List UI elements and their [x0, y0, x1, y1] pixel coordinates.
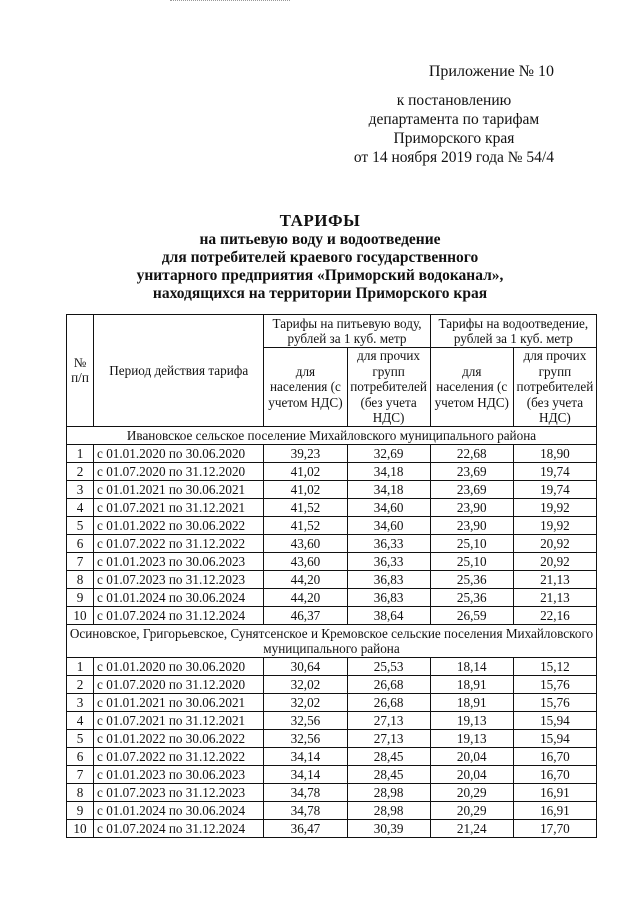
- title-line: находящихся на территории Приморского края: [152, 285, 488, 302]
- sewer-population-cell: 25,10: [430, 534, 513, 552]
- table-row: [67, 498, 597, 516]
- period-cell: с 01.07.2023 по 31.12.2023: [94, 783, 264, 801]
- row-number: 8: [67, 783, 94, 801]
- sewer-population-cell: 20,04: [430, 765, 513, 783]
- sewer-other-cell: 20,92: [513, 552, 596, 570]
- sewer-other-cell: 22,16: [513, 606, 596, 624]
- table-row: [67, 675, 597, 693]
- water-other-cell: 36,33: [347, 534, 430, 552]
- period-cell: с 01.01.2022 по 30.06.2022: [94, 516, 264, 534]
- table-row: [67, 765, 597, 783]
- period-cell: с 01.01.2024 по 30.06.2024: [94, 801, 264, 819]
- water-other-cell: 25,53: [347, 657, 430, 675]
- sewer-other-cell: 16,70: [513, 747, 596, 765]
- sewer-other-cell: 16,91: [513, 801, 596, 819]
- period-cell: с 01.07.2024 по 31.12.2024: [94, 819, 264, 837]
- row-number: 2: [67, 675, 94, 693]
- sewer-other-cell: 20,92: [513, 534, 596, 552]
- water-other-cell: 27,13: [347, 729, 430, 747]
- appendix-line: к постановлению: [396, 92, 512, 109]
- water-other-cell: 38,64: [347, 606, 430, 624]
- sewer-population-cell: 18,91: [430, 693, 513, 711]
- table-row: [67, 657, 597, 675]
- period-cell: с 01.01.2020 по 30.06.2020: [94, 657, 264, 675]
- water-population-cell: 46,37: [264, 606, 347, 624]
- section-row: [67, 426, 597, 444]
- period-cell: с 01.01.2021 по 30.06.2021: [94, 480, 264, 498]
- water-other-cell: 36,33: [347, 552, 430, 570]
- water-population-cell: 34,14: [264, 765, 347, 783]
- sewer-population-cell: 25,36: [430, 588, 513, 606]
- sewer-other-cell: 16,70: [513, 765, 596, 783]
- sewer-other-cell: 19,92: [513, 498, 596, 516]
- appendix-number: Приложение № 10: [428, 63, 554, 80]
- water-other-cell: 28,98: [347, 783, 430, 801]
- water-other-cell: 36,83: [347, 588, 430, 606]
- water-other-cell: 26,68: [347, 693, 430, 711]
- appendix-line: Приморского края: [393, 130, 515, 147]
- sewer-other-cell: 19,92: [513, 516, 596, 534]
- row-number: 10: [67, 606, 94, 624]
- period-cell: с 01.07.2022 по 31.12.2022: [94, 534, 264, 552]
- period-cell: с 01.07.2022 по 31.12.2022: [94, 747, 264, 765]
- table-body: [67, 426, 597, 837]
- sewer-other-cell: 15,76: [513, 693, 596, 711]
- table-row: [67, 462, 597, 480]
- water-population-cell: 32,56: [264, 711, 347, 729]
- sewer-population-cell: 23,69: [430, 480, 513, 498]
- water-population-cell: 34,14: [264, 747, 347, 765]
- water-other-cell: 28,45: [347, 765, 430, 783]
- sewer-population-cell: 23,69: [430, 462, 513, 480]
- sewer-population-cell: 20,04: [430, 747, 513, 765]
- appendix-line: департамента по тарифам: [368, 111, 540, 128]
- table-row: [67, 783, 597, 801]
- table-row: [67, 801, 597, 819]
- sewer-population-cell: 21,24: [430, 819, 513, 837]
- period-cell: с 01.01.2022 по 30.06.2022: [94, 729, 264, 747]
- sewer-other-cell: 18,90: [513, 444, 596, 462]
- period-cell: с 01.01.2021 по 30.06.2021: [94, 693, 264, 711]
- water-other-cell: 34,18: [347, 462, 430, 480]
- sewer-other-cell: 15,76: [513, 675, 596, 693]
- row-number: 7: [67, 765, 94, 783]
- row-number: 5: [67, 516, 94, 534]
- sewer-population-cell: 20,29: [430, 801, 513, 819]
- sewer-population-cell: 19,13: [430, 729, 513, 747]
- section-row: [67, 624, 597, 657]
- tariff-table: [66, 314, 597, 838]
- table-row: [67, 570, 597, 588]
- water-population-cell: 41,02: [264, 462, 347, 480]
- table-row: [67, 588, 597, 606]
- water-other-cell: 36,83: [347, 570, 430, 588]
- section-title: Осиновское, Григорьевское, Сунятсенское и Кремовское сельские поселения Михайловского муниципального района: [67, 624, 597, 657]
- header-sewer-other: для прочих групп потребителей (без учета НДС): [513, 348, 596, 427]
- water-population-cell: 43,60: [264, 552, 347, 570]
- period-cell: с 01.07.2021 по 31.12.2021: [94, 711, 264, 729]
- table-row: [67, 729, 597, 747]
- sewer-population-cell: 18,91: [430, 675, 513, 693]
- period-cell: с 01.01.2023 по 30.06.2023: [94, 765, 264, 783]
- water-other-cell: 34,60: [347, 516, 430, 534]
- period-cell: с 01.07.2020 по 31.12.2020: [94, 675, 264, 693]
- water-other-cell: 28,98: [347, 801, 430, 819]
- row-number: 2: [67, 462, 94, 480]
- water-other-cell: 30,39: [347, 819, 430, 837]
- title-main: ТАРИФЫ: [279, 211, 361, 230]
- title-line: для потребителей краевого государственного: [161, 249, 479, 266]
- period-cell: с 01.01.2023 по 30.06.2023: [94, 552, 264, 570]
- sewer-population-cell: 18,14: [430, 657, 513, 675]
- period-cell: с 01.07.2024 по 31.12.2024: [94, 606, 264, 624]
- water-population-cell: 36,47: [264, 819, 347, 837]
- water-population-cell: 32,02: [264, 675, 347, 693]
- water-population-cell: 30,64: [264, 657, 347, 675]
- table-row: [67, 516, 597, 534]
- row-number: 6: [67, 747, 94, 765]
- header-period: Период действия тарифа: [94, 315, 264, 427]
- water-population-cell: 39,23: [264, 444, 347, 462]
- table-row: [67, 444, 597, 462]
- table-row: [67, 606, 597, 624]
- table-row: [67, 552, 597, 570]
- row-number: 7: [67, 552, 94, 570]
- row-number: 3: [67, 693, 94, 711]
- water-population-cell: 34,78: [264, 783, 347, 801]
- table-row: [67, 819, 597, 837]
- appendix-block: [354, 62, 554, 167]
- water-other-cell: 34,60: [347, 498, 430, 516]
- row-number: 1: [67, 444, 94, 462]
- row-number: 10: [67, 819, 94, 837]
- row-number: 3: [67, 480, 94, 498]
- document-title: [60, 212, 580, 303]
- table-row: [67, 711, 597, 729]
- water-other-cell: 26,68: [347, 675, 430, 693]
- water-other-cell: 32,69: [347, 444, 430, 462]
- section-title: Ивановское сельское поселение Михайловского муниципального района: [67, 426, 597, 444]
- sewer-other-cell: 21,13: [513, 588, 596, 606]
- sewer-other-cell: 19,74: [513, 462, 596, 480]
- sewer-population-cell: 23,90: [430, 498, 513, 516]
- row-number: 5: [67, 729, 94, 747]
- header-water-group: Тарифы на питьевую воду, рублей за 1 куб. метр: [264, 315, 430, 348]
- sewer-other-cell: 16,91: [513, 783, 596, 801]
- header-no: № п/п: [67, 315, 94, 427]
- row-number: 4: [67, 498, 94, 516]
- title-line: унитарного предприятия «Приморский водоканал»,: [136, 267, 504, 284]
- period-cell: с 01.07.2020 по 31.12.2020: [94, 462, 264, 480]
- period-cell: с 01.01.2024 по 30.06.2024: [94, 588, 264, 606]
- water-population-cell: 44,20: [264, 570, 347, 588]
- title-line: на питьевую воду и водоотведение: [199, 231, 441, 248]
- row-number: 9: [67, 588, 94, 606]
- sewer-population-cell: 25,36: [430, 570, 513, 588]
- sewer-population-cell: 22,68: [430, 444, 513, 462]
- water-other-cell: 27,13: [347, 711, 430, 729]
- period-cell: с 01.01.2020 по 30.06.2020: [94, 444, 264, 462]
- table-row: [67, 747, 597, 765]
- water-population-cell: 32,56: [264, 729, 347, 747]
- table-row: [67, 693, 597, 711]
- sewer-other-cell: 21,13: [513, 570, 596, 588]
- row-number: 8: [67, 570, 94, 588]
- row-number: 6: [67, 534, 94, 552]
- row-number: 1: [67, 657, 94, 675]
- sewer-other-cell: 19,74: [513, 480, 596, 498]
- row-number: 4: [67, 711, 94, 729]
- water-population-cell: 41,52: [264, 498, 347, 516]
- appendix-line: от 14 ноября 2019 года № 54/4: [353, 149, 554, 166]
- sewer-population-cell: 20,29: [430, 783, 513, 801]
- table-row: [67, 534, 597, 552]
- water-other-cell: 34,18: [347, 480, 430, 498]
- header-sewer-population: для населения (с учетом НДС): [430, 348, 513, 427]
- sewer-population-cell: 19,13: [430, 711, 513, 729]
- sewer-other-cell: 15,94: [513, 711, 596, 729]
- sewer-other-cell: 17,70: [513, 819, 596, 837]
- sewer-other-cell: 15,94: [513, 729, 596, 747]
- sewer-population-cell: 23,90: [430, 516, 513, 534]
- water-population-cell: 32,02: [264, 693, 347, 711]
- sewer-population-cell: 25,10: [430, 552, 513, 570]
- scan-top-edge: [170, 0, 290, 2]
- period-cell: с 01.07.2021 по 31.12.2021: [94, 498, 264, 516]
- sewer-population-cell: 26,59: [430, 606, 513, 624]
- row-number: 9: [67, 801, 94, 819]
- period-cell: с 01.07.2023 по 31.12.2023: [94, 570, 264, 588]
- water-other-cell: 28,45: [347, 747, 430, 765]
- header-water-population: для населения (с учетом НДС): [264, 348, 347, 427]
- water-population-cell: 43,60: [264, 534, 347, 552]
- water-population-cell: 34,78: [264, 801, 347, 819]
- header-water-other: для прочих групп потребителей (без учета НДС): [347, 348, 430, 427]
- water-population-cell: 44,20: [264, 588, 347, 606]
- sewer-other-cell: 15,12: [513, 657, 596, 675]
- header-sewer-group: Тарифы на водоотведение, рублей за 1 куб. метр: [430, 315, 596, 348]
- water-population-cell: 41,52: [264, 516, 347, 534]
- table-row: [67, 480, 597, 498]
- water-population-cell: 41,02: [264, 480, 347, 498]
